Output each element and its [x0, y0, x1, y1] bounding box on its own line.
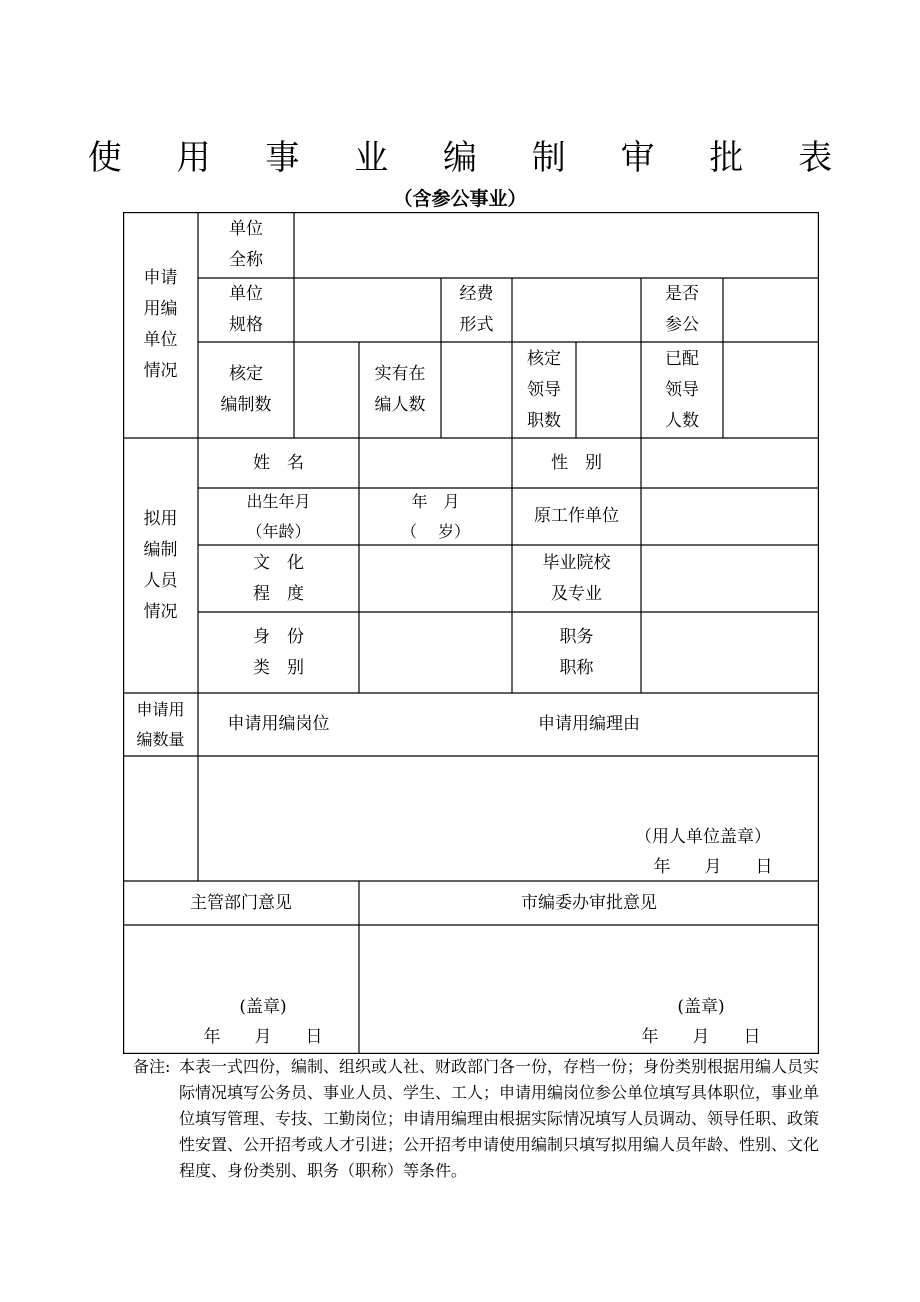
request-date: 年 月 日 [653, 856, 773, 877]
request-post-field[interactable] [198, 756, 359, 881]
name-field[interactable] [359, 438, 512, 488]
civil-ref-label: 是否 参公 [665, 284, 699, 335]
dept-seal: (盖章) [239, 996, 287, 1017]
form-subtitle: （含参公事业） [393, 188, 527, 210]
request-count-label: 申请用 编数量 [136, 699, 185, 749]
unit-scale-field[interactable] [294, 278, 441, 342]
civil-ref-field[interactable] [723, 278, 819, 342]
notes-label: 备注: [133, 1057, 171, 1076]
education-label: 文 化 程 度 [253, 552, 304, 604]
approved-leader-label: 核定 领导 职数 [527, 348, 561, 431]
unit-section-header: 申请 用编 单位 情况 [143, 268, 178, 381]
education-field[interactable] [359, 545, 512, 612]
unit-seal-note: （用人单位盖章） [635, 826, 771, 847]
form-title: 使 用 事 业 编 制 审 批 表 [87, 138, 855, 178]
assigned-leader-label: 已配 领导 人数 [665, 348, 699, 431]
approval-form-table [123, 212, 819, 1054]
funding-label: 经费 形式 [459, 284, 494, 335]
approved-quota-field[interactable] [294, 342, 359, 438]
committee-seal: (盖章) [677, 996, 725, 1017]
committee-opinion-label: 市编委办审批意见 [521, 892, 657, 913]
birth-label: 出生年月 （年龄） [246, 491, 311, 541]
unit-scale-label: 单位 规格 [229, 284, 263, 335]
assigned-leader-field[interactable] [723, 342, 819, 438]
identity-label: 身 份 类 别 [253, 626, 304, 678]
request-count-field[interactable] [123, 756, 198, 881]
request-post-label: 申请用编岗位 [227, 714, 330, 734]
school-field[interactable] [641, 545, 819, 612]
dept-date: 年 月 日 [203, 1026, 323, 1047]
name-label: 姓 名 [253, 452, 304, 473]
actual-staff-label: 实有在 编人数 [374, 364, 426, 415]
approved-quota-label: 核定 编制数 [220, 364, 272, 415]
dept-opinion-label: 主管部门意见 [190, 892, 292, 913]
committee-date: 年 月 日 [641, 1026, 761, 1047]
prev-unit-label: 原工作单位 [534, 506, 619, 526]
birth-field[interactable]: 年 月 （ 岁） [400, 491, 471, 541]
prev-unit-field[interactable] [641, 488, 819, 545]
gender-field[interactable] [641, 438, 819, 488]
request-reason-label: 申请用编理由 [538, 714, 640, 734]
gender-label: 性 别 [551, 452, 602, 473]
actual-staff-field[interactable] [441, 342, 512, 438]
approved-leader-field[interactable] [576, 342, 641, 438]
person-section-header: 拟用 编制 人员 情况 [143, 508, 178, 622]
unit-name-label: 单位 全称 [229, 219, 263, 270]
notes-text: 本表一式四份，编制、组织或人社、财政部门各一份，存档一份；身份类别根据用编人员实际情况填写公务员、事业人员、学生、工人；申请用编岗位参公单位填写具体职位，事业单位填写管理、专技、工勤岗位；申请用编理由根据实际情况填写人员调动、领导任职、政策性安置、公开招考或人才引进；公开招考申请使用编制只填写拟用编人员年龄、性别、文化程度、身份类别、职务（职称）等条件。 [179, 1057, 820, 1180]
job-title-field[interactable] [641, 612, 819, 693]
unit-name-field[interactable] [294, 212, 819, 278]
identity-field[interactable] [359, 612, 512, 693]
job-title-label: 职务 职称 [559, 626, 594, 678]
school-label: 毕业院校 及专业 [542, 552, 611, 604]
funding-field[interactable] [512, 278, 641, 342]
